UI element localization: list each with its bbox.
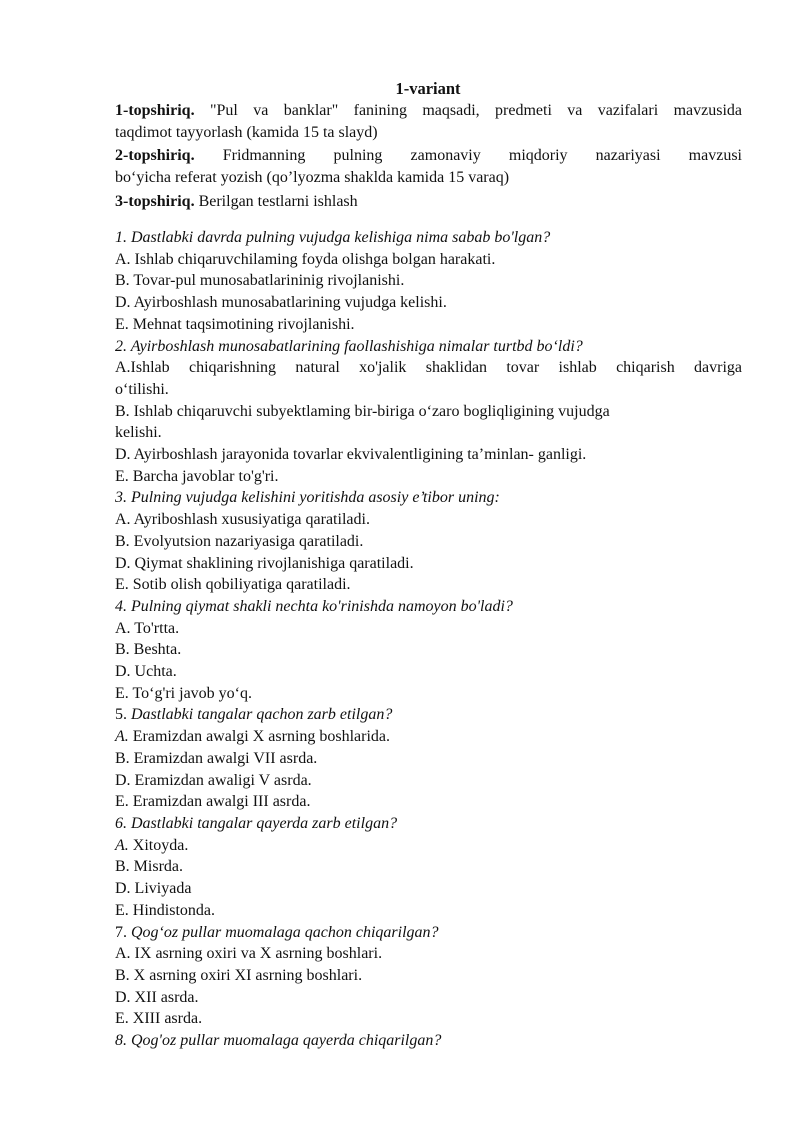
question-7-option-e: E. XIII asrda. xyxy=(115,1010,203,1028)
question-3-option-a: A. Ayriboshlash xususiyatiga qaratiladi. xyxy=(115,511,370,529)
question-5-option-a xyxy=(115,726,742,748)
task-2-text: Fridmanning pulning zamonaviy miqdoriy nazariyasi mavzusi xyxy=(194,147,742,165)
question-2-text: Ayirboshlash munosabatlarining faollashishiga nimalar turtbd bo‘ldi? xyxy=(130,337,583,355)
question-5-option-a-text: Eramizdan awalgi X asrning boshlarida. xyxy=(128,728,391,746)
question-5-number: 5. xyxy=(115,706,127,724)
task-2-line-1 xyxy=(115,145,742,167)
question-3 xyxy=(115,487,742,509)
task-2-label: 2-topshiriq. xyxy=(115,147,195,165)
question-5-option-a-letter: A. xyxy=(115,728,129,746)
task-2-line-2: bo‘yicha referat yozish (qo’lyozma shaklda kamida 15 varaq) xyxy=(115,169,510,187)
question-1-text: Dastlabki davrda pulning vujudga kelishiga nima sabab bo'lgan? xyxy=(131,229,551,246)
question-1 xyxy=(115,227,742,249)
question-5-option-d: D. Eramizdan awaligi V asrda. xyxy=(115,771,312,789)
question-2-number: 2. xyxy=(115,337,127,355)
question-3-text: Pulning vujudga kelishini yoritishda asosiy e’tibor uning: xyxy=(131,489,500,507)
question-4-option-a: A. To'rtta. xyxy=(115,619,180,637)
question-2-option-b-line-1: B. Ishlab chiqaruvchi subyektlaming bir-biriga o‘zaro bogliqligining vujudga xyxy=(115,402,610,420)
variant-title: 1-variant xyxy=(395,79,461,98)
question-6-text: Dastlabki tangalar qayerda zarb etilgan? xyxy=(131,814,398,832)
question-3-number: 3. xyxy=(115,489,127,507)
task-1-text: "Pul va banklar" fanining maqsadi, predmeti va vazifalari mavzusida xyxy=(194,102,742,119)
task-3-line xyxy=(115,191,742,213)
task-1-label: 1-topshiriq. xyxy=(115,102,195,119)
question-4-number: 4. xyxy=(115,597,127,615)
question-5-text: Dastlabki tangalar qachon zarb etilgan? xyxy=(131,706,393,724)
question-4-option-b: B. Beshta. xyxy=(115,641,182,659)
question-1-option-a: A. Ishlab chiqaruvchilaming foyda olishga bolgan harakati. xyxy=(115,250,496,268)
task-1-line-2: taqdimot tayyorlash (kamida 15 ta slayd) xyxy=(115,123,378,141)
question-8 xyxy=(115,1030,742,1052)
question-2 xyxy=(115,336,742,358)
question-6-option-a-text: Xitoyda. xyxy=(128,836,189,854)
question-2-option-a-line-1: A.Ishlab chiqarishning natural xo'jalik shaklidan tovar ishlab chiqarish davriga xyxy=(115,359,742,377)
question-5 xyxy=(115,704,742,726)
question-1-option-d: D. Ayirboshlash munosabatlarining vujudga kelishi. xyxy=(115,294,447,312)
question-2-option-b-line-2: kelishi. xyxy=(115,424,162,442)
question-4-option-e: E. To‘g'ri javob yo‘q. xyxy=(115,684,252,702)
question-7-option-b: B. X asrning oxiri XI asrning boshlari. xyxy=(115,966,363,984)
question-6-option-a xyxy=(115,835,742,857)
question-2-option-d: D. Ayirboshlash jarayonida tovarlar ekvivalentligining ta’minlan- ganligi. xyxy=(115,446,587,464)
question-2-option-a-line-2: o‘tilishi. xyxy=(115,380,169,398)
question-3-option-e: E. Sotib olish qobiliyatiga qaratiladi. xyxy=(115,576,351,594)
question-6-number: 6. xyxy=(115,814,127,832)
question-7-text: Qog‘oz pullar muomalaga qachon chiqarilgan? xyxy=(131,923,439,941)
question-6-option-b: B. Misrda. xyxy=(115,858,183,876)
question-6-option-a-letter: A. xyxy=(115,836,129,854)
task-1-line-1 xyxy=(115,100,742,122)
question-4-text: Pulning qiymat shakli nechta ko'rinishda namoyon bo'ladi? xyxy=(131,597,513,615)
question-5-option-b: B. Eramizdan awalgi VII asrda. xyxy=(115,749,318,767)
questions-section xyxy=(115,227,742,1052)
question-8-text: Qog'oz pullar muomalaga qayerda chiqarilgan? xyxy=(131,1032,442,1050)
question-2-option-e: E. Barcha javoblar to'g'ri. xyxy=(115,467,279,485)
question-6-option-e: E. Hindistonda. xyxy=(115,901,215,919)
question-6 xyxy=(115,813,742,835)
question-7-option-a: A. IX asrning oxiri va X asrning boshlari. xyxy=(115,945,383,963)
tasks-section xyxy=(115,100,742,213)
question-5-option-e: E. Eramizdan awalgi III asrda. xyxy=(115,793,311,811)
question-6-option-d: D. Liviyada xyxy=(115,880,192,898)
question-1-option-e: E. Mehnat taqsimotining rivojlanishi. xyxy=(115,315,355,333)
question-3-option-d: D. Qiymat shaklining rivojlanishiga qaratiladi. xyxy=(115,554,414,572)
question-3-option-b: B. Evolyutsion nazariyasiga qaratiladi. xyxy=(115,532,364,550)
question-1-option-b: B. Tovar-pul munosabatlarininig rivojlanishi. xyxy=(115,272,405,290)
question-7-number: 7. xyxy=(115,923,127,941)
question-4-option-d: D. Uchta. xyxy=(115,663,177,681)
question-7 xyxy=(115,922,742,944)
question-7-option-d: D. XII asrda. xyxy=(115,988,199,1006)
task-3-label: 3-topshiriq. xyxy=(115,192,195,210)
question-8-number: 8. xyxy=(115,1032,127,1050)
question-1-number: 1. xyxy=(115,229,127,246)
question-4 xyxy=(115,596,742,618)
task-3-text: Berilgan testlarni ishlash xyxy=(194,192,358,210)
